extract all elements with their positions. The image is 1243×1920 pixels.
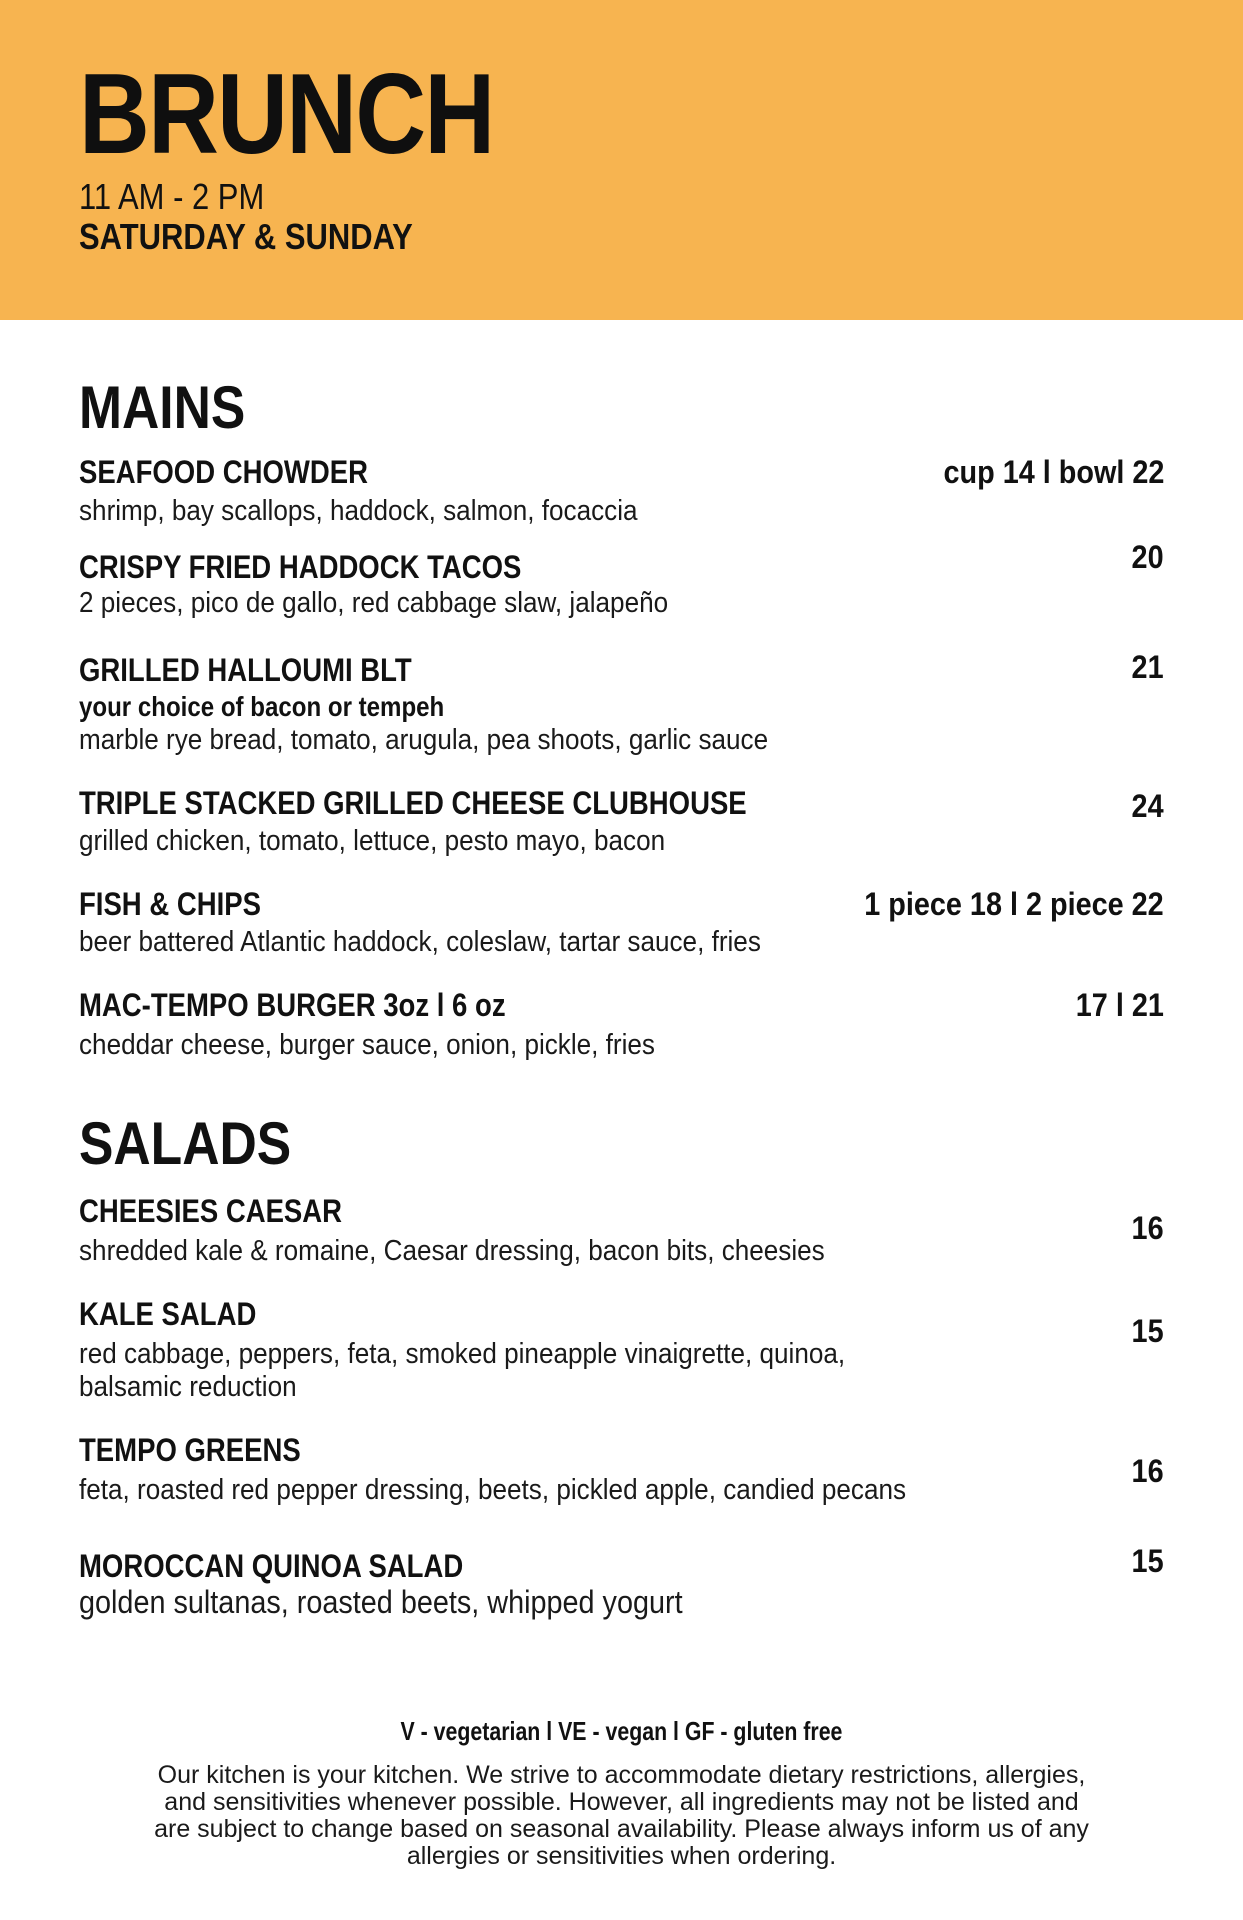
item-price: cup 14 l bowl 22 — [943, 454, 1164, 490]
disclaimer-line: and sensitivities whenever possible. However, all ingredients may not be listed and — [164, 1788, 1079, 1816]
item-price: 24 — [1131, 788, 1164, 824]
item-name: GRILLED HALLOUMI BLT — [79, 652, 412, 688]
section-title-mains: MAINS — [79, 374, 246, 441]
item-description-line-1: red cabbage, peppers, feta, smoked pineapple vinaigrette, quinoa, — [79, 1338, 846, 1370]
item-name: KALE SALAD — [79, 1296, 257, 1332]
item-price: 16 — [1131, 1453, 1164, 1489]
item-description: cheddar cheese, burger sauce, onion, pickle, fries — [79, 1029, 655, 1061]
dietary-legend-text: V - vegetarian l VE - vegan l GF - gluten free — [400, 1716, 843, 1746]
item-price: 17 l 21 — [1075, 987, 1164, 1023]
item-description: 2 pieces, pico de gallo, red cabbage slaw, jalapeño — [79, 587, 669, 619]
item-price: 21 — [1131, 649, 1164, 685]
item-description: beer battered Atlantic haddock, coleslaw, tartar sauce, fries — [79, 926, 761, 958]
item-description: marble rye bread, tomato, arugula, pea shoots, garlic sauce — [79, 724, 769, 756]
item-price: 15 — [1131, 1543, 1164, 1579]
disclaimer-line: are subject to change based on seasonal availability. Please always inform us of any — [154, 1815, 1089, 1843]
item-price: 20 — [1131, 539, 1164, 575]
disclaimer-line: Our kitchen is your kitchen. We strive to accommodate dietary restrictions, allergies, — [157, 1761, 1086, 1789]
item-name: FISH & CHIPS — [79, 886, 261, 922]
service-hours: 11 AM - 2 PM — [79, 176, 265, 217]
item-description: feta, roasted red pepper dressing, beets, pickled apple, candied pecans — [79, 1474, 907, 1506]
service-days: SATURDAY & SUNDAY — [79, 216, 413, 257]
item-description: shrimp, bay scallops, haddock, salmon, focaccia — [79, 495, 638, 527]
item-name: MAC-TEMPO BURGER 3oz l 6 oz — [79, 987, 506, 1023]
item-name: CRISPY FRIED HADDOCK TACOS — [79, 549, 522, 585]
item-subtitle: your choice of bacon or tempeh — [79, 691, 445, 722]
dietary-legend — [0, 1716, 1243, 1746]
item-price: 1 piece 18 l 2 piece 22 — [864, 886, 1164, 922]
item-price: 15 — [1131, 1313, 1164, 1349]
disclaimer-line: allergies or sensitivities when ordering. — [406, 1842, 837, 1870]
page-title: BRUNCH — [79, 51, 494, 178]
item-name: TEMPO GREENS — [79, 1432, 301, 1468]
item-name: SEAFOOD CHOWDER — [79, 454, 368, 490]
item-description: golden sultanas, roasted beets, whipped yogurt — [79, 1584, 683, 1620]
item-name: MOROCCAN QUINOA SALAD — [79, 1548, 464, 1584]
item-name: TRIPLE STACKED GRILLED CHEESE CLUBHOUSE — [79, 785, 747, 821]
item-description-line-2: balsamic reduction — [79, 1371, 297, 1403]
header-banner — [0, 0, 1243, 320]
item-name: CHEESIES CAESAR — [79, 1193, 343, 1229]
section-title-salads: SALADS — [79, 1110, 292, 1177]
item-description: shredded kale & romaine, Caesar dressing, bacon bits, cheesies — [79, 1235, 825, 1267]
item-price: 16 — [1131, 1210, 1164, 1246]
allergy-disclaimer — [120, 1762, 1123, 1870]
item-description: grilled chicken, tomato, lettuce, pesto mayo, bacon — [79, 825, 666, 857]
